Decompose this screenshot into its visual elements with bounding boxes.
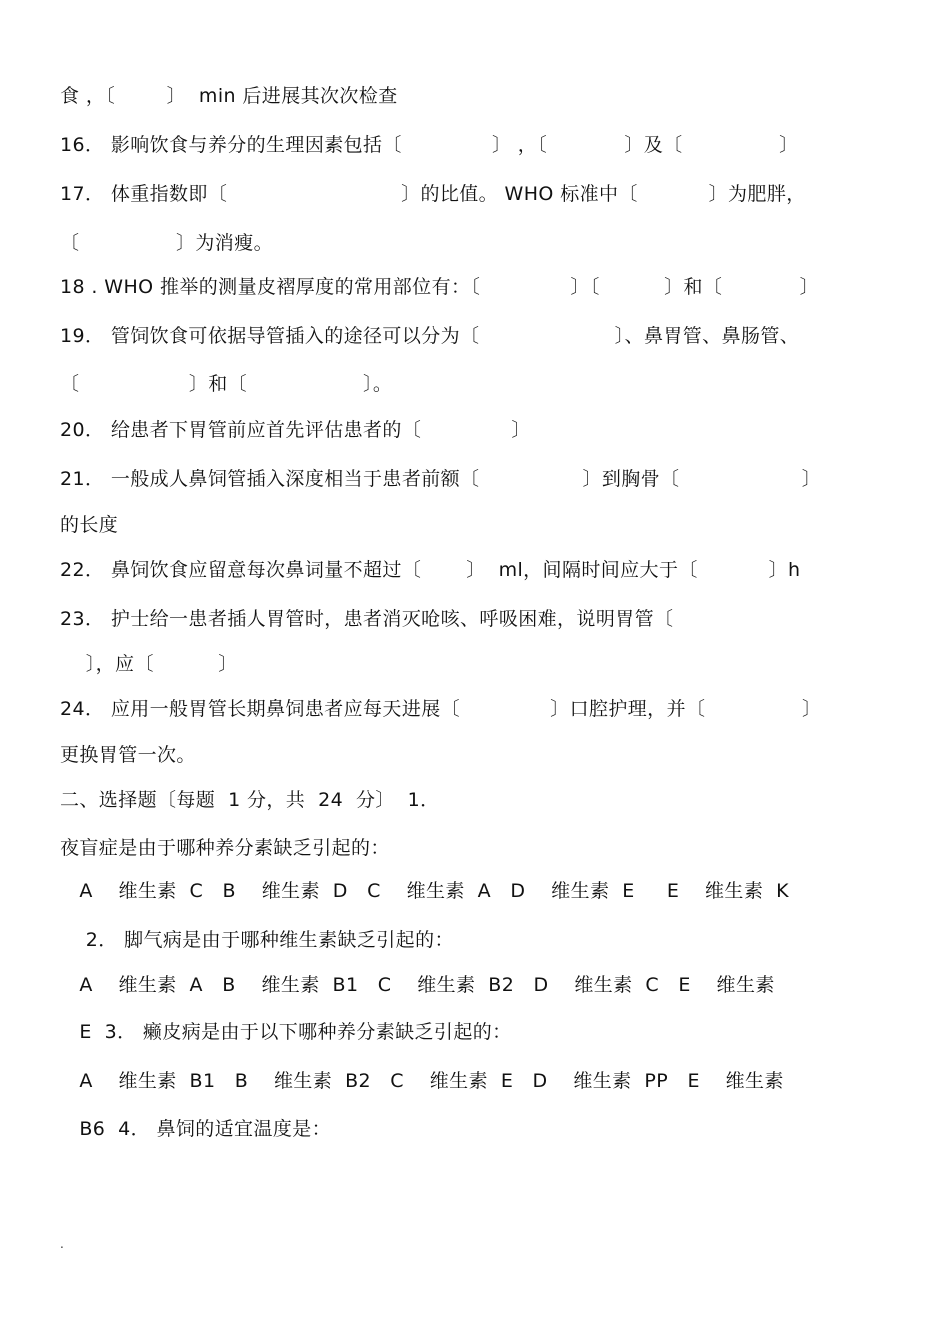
question-20: 20． 给患者下胃管前应首先评估患者的〔 〕	[60, 419, 531, 441]
question-18: 18 . WHO 推举的测量皮褶厚度的常用部位有：〔 〕〔 〕和〔 〕	[60, 276, 819, 298]
question-24-cont: 更换胃管一次。	[60, 744, 196, 766]
choice-q1-options: A 维生素 C B 维生素 D C 维生素 A D 维生素 E E 维生素 K	[60, 880, 789, 902]
choice-q3-options: A 维生素 B1 B 维生素 B2 C 维生素 E D 维生素 PP E 维生素	[60, 1070, 784, 1092]
question-24: 24． 应用一般胃管长期鼻饲患者应每天进展〔 〕口腔护理，并〔 〕	[60, 698, 822, 720]
question-17-cont: 〔 〕为消瘦。	[60, 232, 273, 254]
choice-q2: 2． 脚气病是由于哪种维生素缺乏引起的：	[60, 929, 454, 951]
question-22: 22． 鼻饲饮食应留意每次鼻词量不超过〔 〕 ml，间隔时间应大于〔 〕h	[60, 559, 801, 581]
question-17: 17． 体重指数即〔 〕的比值。 WHO 标准中〔 〕为肥胖，	[60, 183, 806, 205]
choice-q3: E 3． 癞皮病是由于以下哪种养分素缺乏引起的：	[60, 1021, 512, 1043]
text-line-1: 食 ，〔 〕 min 后进展其次次检查	[60, 85, 398, 107]
question-21: 21． 一般成人鼻饲管插入深度相当于患者前额〔 〕到胸骨〔 〕	[60, 468, 822, 490]
question-23: 23． 护士给一患者插人胃管时，患者消灭呛咳、呼吸困难，说明胃管〔	[60, 608, 674, 630]
section-heading: 二、选择题〔每题 1 分，共 24 分〕 1．	[60, 789, 440, 811]
question-16: 16． 影响饮食与养分的生理因素包括〔 〕 ，〔 〕及〔 〕	[60, 134, 799, 156]
footer-mark: .	[60, 1237, 64, 1251]
choice-q4: B6 4． 鼻饲的适宜温度是：	[60, 1118, 332, 1140]
question-21-cont: 的长度	[60, 514, 119, 536]
choice-q1: 夜盲症是由于哪种养分素缺乏引起的：	[60, 837, 390, 859]
question-19-cont: 〔 〕和〔 〕。	[60, 373, 393, 395]
choice-q2-options: A 维生素 A B 维生素 B1 C 维生素 B2 D 维生素 C E 维生素	[60, 974, 775, 996]
question-19: 19． 管饲饮食可依据导管插入的途径可以分为〔 〕、鼻胃管、鼻肠管、	[60, 325, 800, 347]
question-23-cont: 〕，应〔 〕	[60, 653, 238, 675]
